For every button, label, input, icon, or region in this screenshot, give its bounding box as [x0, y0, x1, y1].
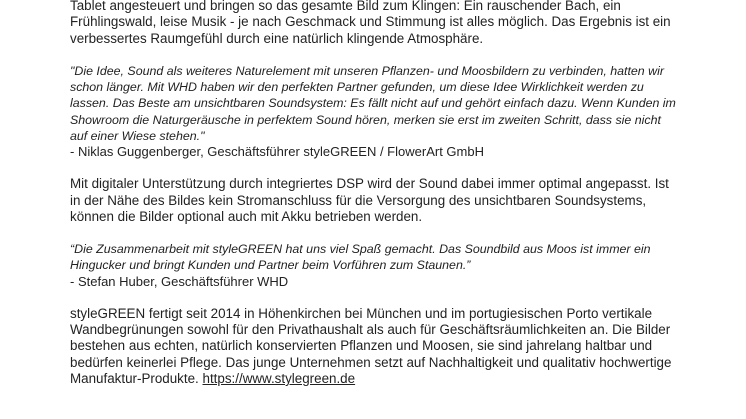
document-body: [70, 0, 678, 387]
about-text: styleGREEN fertigt seit 2014 in Höhenkirchen bei München und im portugiesischen Porto vertikale Wandbegrünungen sowohl für den Privathaushalt als auch für Geschäftsräumlichkeiten an. Die Bilder bestehen aus echten, natürlich konservierten Pflanzen und Moosen, sie sind jahrelang haltbar und bedürfen keinerlei Pflege. Das junge Unternehmen setzt auf Nachhaltigkeit und qualitativ hochwertige Manufaktur-Produkte.: [70, 305, 672, 386]
paragraph-spacer: [70, 160, 678, 176]
quote-guggenberger: "Die Idee, Sound als weiteres Naturelement mit unseren Pflanzen- und Moosbildern zu verbinden, hatten wir schon länger. Mit WHD haben wir den perfekten Partner gefunden, um diese Idee Wirklichkeit werden zu lassen. Das Beste am unsichtbaren Soundsystem: Es fällt nicht auf und gehört einfach dazu. Wenn Kunden im Showroom die Naturgeräusche in perfektem Sound hören, merken sie erst im zweiten Schritt, dass sie nicht auf einer Wiese stehen.": [70, 63, 676, 143]
intro-paragraph: Tablet angesteuert und bringen so das gesamte Bild zum Klingen: Ein rauschender Bach, ein Frühlingswald, leise Musik - je nach Geschmack und Stimmung ist alles möglich. Das Ergebnis ist ein verbessertes Raumgefühl durch eine natürlich klingende Atmosphäre.: [70, 0, 671, 46]
quote-huber: “Die Zusammenarbeit mit styleGREEN hat uns viel Spaß gemacht. Das Soundbild aus Moos ist immer ein Hingucker und bringt Kunden und Partner beim Vorführen zum Staunen.”: [70, 242, 651, 273]
paragraph-spacer: [70, 47, 678, 63]
website-link[interactable]: https://www.stylegreen.de: [202, 370, 356, 386]
attribution-guggenberger: - Niklas Guggenberger, Geschäftsführer styleGREEN / FlowerArt GmbH: [70, 143, 484, 159]
attribution-huber: - Stefan Huber, Geschäftsführer WHD: [70, 273, 289, 289]
about-paragraph: [70, 306, 678, 387]
paragraph-spacer: [70, 290, 678, 306]
dsp-paragraph: Mit digitaler Unterstützung durch integriertes DSP wird der Sound dabei immer optimal angepasst. Ist in der Nähe des Bildes kein Stromanschluss für die Versorgung des unsichtbaren Soundsystems, können die Bilder optional auch mit Akku betrieben werden.: [70, 176, 669, 224]
paragraph-spacer: [70, 225, 678, 241]
